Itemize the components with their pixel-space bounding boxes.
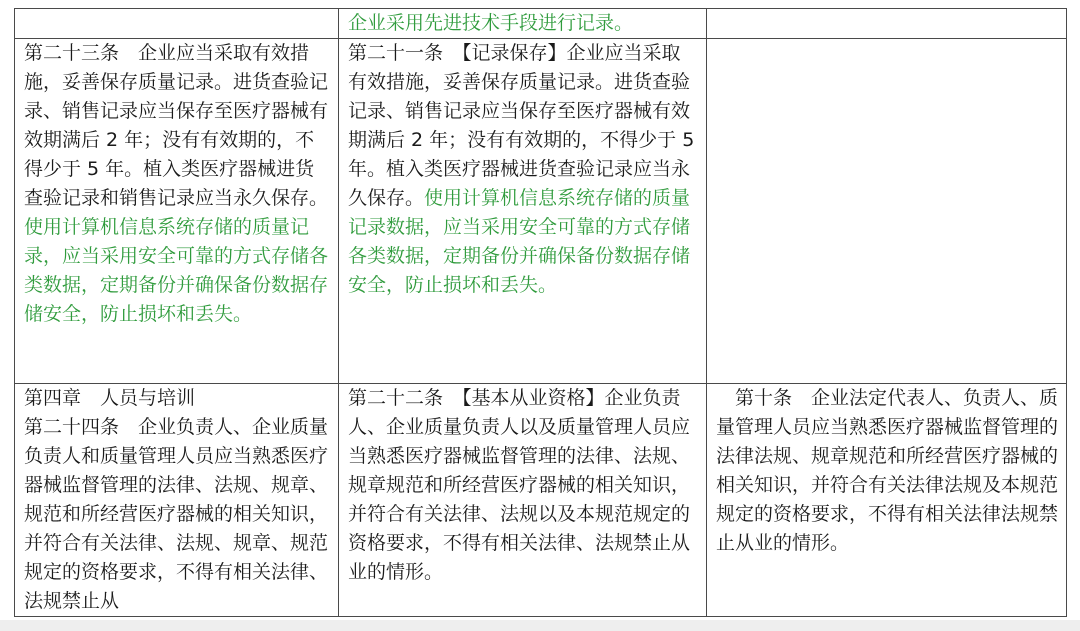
- table-row: [15, 39, 1067, 384]
- article-21-black: 第二十一条 【记录保存】企业应当采取有效措施，妥善保存质量记录。进货查验记录、销售记录应当保存至医疗器械有效期满后 2 年；没有有效期的，不得少于 5 年。植入类医疗器械进货查验记录应当永久保存。: [348, 42, 695, 209]
- table-cell: [15, 9, 339, 39]
- article-23-green-text: 使用计算机信息系统存储的质量记录，应当采用安全可靠的方式存储各类数据，定期备份并确保备份数据存储安全，防止损坏和丢失。: [24, 216, 329, 325]
- table-cell: [339, 384, 707, 617]
- article-24-text: 第二十四条 企业负责人、企业质量负责人和质量管理人员应当熟悉医疗器械监督管理的法律、法规、规章、规范和所经营医疗器械的相关知识，并符合有关法律、法规、规章、规范规定的资格要求，不得有相关法律、法规禁止从: [24, 416, 329, 612]
- table-row: [15, 384, 1067, 617]
- table-cell: [15, 384, 339, 617]
- article-21-green: 使用计算机信息系统存储的质量记录数据，应当采用安全可靠的方式存储各类数据，定期备份并确保备份数据存储安全，防止损坏和丢失。: [348, 187, 691, 296]
- article-23-text: 第二十三条 企业应当采取有效措施，妥善保存质量记录。进货查验记录、销售记录应当保存至医疗器械有效期满后 2 年；没有有效期的，不得少于 5 年。植入类医疗器械进货查验记录和销售记录应当永久保存。: [24, 42, 329, 209]
- table-cell: [707, 9, 1067, 39]
- article-10-text: 第十条 企业法定代表人、负责人、质量管理人员应当熟悉医疗器械监督管理的法律法规、规章规范和所经营医疗器械的相关知识，并符合有关法律法规及本规范规定的资格要求，不得有相关法律法规禁止从业的情形。: [716, 387, 1059, 554]
- chapter-heading: 第四章 人员与培训: [24, 387, 196, 409]
- table-cell: [339, 9, 707, 39]
- table-cell: [339, 39, 707, 384]
- cell-green-text: 企业采用先进技术手段进行记录。: [348, 12, 634, 34]
- table-cell: [707, 384, 1067, 617]
- table-cell: [707, 39, 1067, 384]
- bottom-strip: [0, 620, 1080, 631]
- table-cell: [15, 39, 339, 384]
- table-row: [15, 9, 1067, 39]
- article-21-text: [348, 39, 698, 300]
- comparison-table: [14, 8, 1067, 617]
- article-22-text: 第二十二条 【基本从业资格】企业负责人、企业质量负责人以及质量管理人员应当熟悉医疗器械监督管理的法律、法规、规章规范和所经营医疗器械的相关知识，并符合有关法律、法规以及本规范规定的资格要求，不得有相关法律、法规禁止从业的情形。: [348, 387, 691, 583]
